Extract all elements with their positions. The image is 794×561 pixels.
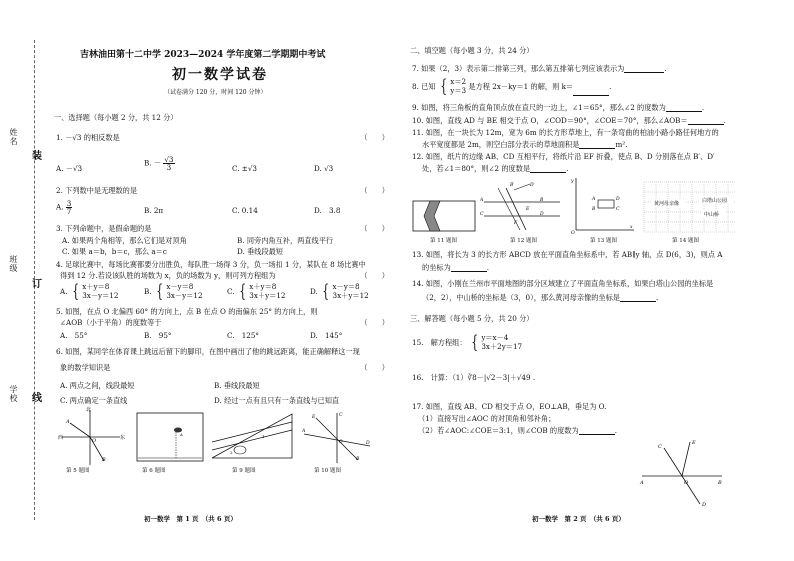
point-label-c: C [658,444,662,450]
svg-text:B: B [540,198,544,203]
q11-line1: 11. 如图，在一块长为 12m，宽为 6m 的长方形草地上，有一条弯曲的柏油小路小路任何地方的 [412,128,719,137]
svg-text:O: O [571,231,575,234]
q4-line1: 4. 足球比赛中，每场比赛都要分出胜负，每队胜一场得 3 分，负一场扣 1 分，某队在 8 场比赛中 [56,260,366,269]
exam-note: （试卷满分 120 分，时间 120 分钟） [164,89,267,96]
map-label-yellow-river-mother: 黄河母亲像 [654,201,680,207]
q1-stem: 1. －√3 的相反数是 [56,133,120,142]
q5-line1: 5. 如图，在点 O 北偏西 60° 的方向上，点 B 在点 O 的南偏东 25° 的方向上，则 [56,307,318,316]
svg-text:西: 西 [58,435,64,441]
q3-option-d: D. 垂线段最短 [237,247,284,256]
svg-text:C: C [616,207,620,212]
svg-text:O: O [339,440,343,445]
q13-line1: 13. 如图，将长为 3 的长方形 ABCD 放在平面直角坐标系中，若 AB∥y 轴，点 D(6，3)，则点 A [412,250,723,259]
q14-line1: 14. 如图，小刚在兰州市平面地图的部分区域建立了平面直角坐标系，如果白塔山公园的坐标是 [412,279,714,288]
seal-char-2: 订 [29,278,41,289]
svg-text:D: D [366,441,370,446]
exam-title: 初一数学试卷 [172,67,268,83]
figure-q13-coords [570,176,636,234]
q16-text: 16. 计算：（1）∛8－|√2－3|＋√49 . [412,373,536,382]
q6-option-b: B. 垂线段最短 [214,381,260,390]
page-left [52,0,397,561]
svg-text:A: A [480,198,484,203]
svg-text:D: D [540,212,544,217]
class-label: 班级 [9,255,18,273]
svg-text:A: A [302,429,306,434]
name-label: 姓名 [9,128,18,146]
q6-paren: （ ） [360,363,389,372]
q2-option-d: D. 3.8 [314,206,341,215]
q1-option-b: B. － $\frac{√3}{3}$ [144,155,174,173]
q5-option-d: D. 145° [310,331,343,340]
q8-text: 8. 已知 { x＝2 y＝3 是方程 2x－ky＝1 的解，则 k＝ . [412,76,612,97]
q5-option-a: A. 55° [60,331,88,340]
q17-line2: （1）直接写出∠AOC 的对顶角和邻补角； [418,414,556,423]
svg-text:F: F [514,221,518,226]
svg-text:D′: D′ [530,183,535,188]
caption-fig6: 第 6 题图 [142,468,166,474]
svg-text:C: C [339,413,343,418]
q2-option-a: A. $\frac{3}{7}$ [56,199,72,217]
q3-option-b: B. 同旁内角互补，两直线平行 [237,236,334,245]
svg-text:东: 东 [120,435,126,441]
q4-paren: （ ） [360,271,389,280]
q13-line2: 的坐标为 . [422,263,490,272]
footer-right: 初一数学 第 2 页 （共 6 页） [532,515,625,523]
q1-paren: （ ） [360,133,389,142]
q17-line3: （2）若∠AOC:∠COE＝3:1，则∠COB 的度数为 . [418,426,617,435]
caption-fig9: 第 9 题图 [232,468,256,474]
point-label-d: D [702,502,707,508]
map-label-zhongshan-bridge: 中山桥 [704,212,720,218]
q12-line2: 处，若∠1＝80°，则∠2 的度数是 . [422,164,569,173]
seal-char-3: 线 [29,392,41,403]
map-label-baita-park: 白塔山公园 [702,198,728,204]
q5-line2: ∠AOB（小于平角）的度数等于 [60,318,162,327]
svg-text:D: D [616,197,620,202]
point-label-e: E [692,440,696,446]
figure-q10-lines [302,408,372,464]
section3-heading: 三、解答题（每小题 5 分，共 20 分） [410,314,534,323]
q14-line2: （2，2），中山桥的坐标是（3，0），那么黄河母亲像的坐标是 . [422,293,659,302]
q6-line1: 6. 如图，某同学在体育课上跳远后留下的脚印，在图中画出了他的跳远距离，能正确解释这一现 [56,347,360,356]
svg-text:E: E [526,207,530,212]
point-label-b: B [718,480,722,486]
figure-q9-triangle-ruler [210,408,294,464]
q3-option-a: A. 如果两个角相等，那么它们是对顶角 [62,236,187,245]
section1-heading: 一、选择题（每小题 2 分，共 12 分） [54,113,178,122]
q2-stem-text: 2. 下列数中是无理数的是 [56,186,138,195]
q12-line1: 12. 如图，纸片的边缘 AB、CD 互相平行，将纸片沿 EF 折叠，使点 B、D 分别落在点 B′、D′ [412,152,715,161]
caption-fig11: 第 11 题图 [430,238,457,244]
q5-paren: （ ） [360,318,389,327]
q4-line2: 得到 12 分.若设该队胜的场数为 x，负的场数为 y，则可列方程组为 [60,271,276,280]
q2-option-c: C. 0.14 [232,206,258,215]
q4-option-d: D. { x－y＝8 3x＋y＝12 [310,281,369,302]
svg-text:A: A [592,197,596,202]
svg-text:A: A [180,432,183,437]
q10-text: 10. 如图，直线 AD 与 BE 相交于点 O，∠COD＝90°，∠COE＝70°，那么∠AOB＝ . [412,116,726,125]
svg-text:C: C [480,212,484,217]
caption-fig10: 第 10 题图 [314,468,341,474]
q5-option-b: B. 95° [144,331,172,340]
point-label-a: A [640,480,644,486]
svg-text:y: y [571,179,574,184]
svg-text:B: B [102,457,106,463]
svg-text:北: 北 [86,407,92,413]
caption-fig5: 第 5 题图 [66,468,90,474]
svg-text:B′: B′ [510,183,515,188]
footer-left: 初一数学 第 1 页 （共 6 页） [144,515,237,523]
q17-line1: 17. 如图，直线 AB、CD 相交于点 O，EO⊥AB，垂足为 O. [412,402,607,411]
q1-option-d: D. √3 [314,164,334,173]
caption-fig12: 第 12 题图 [510,238,537,244]
q6-option-c: C. 两点确定一条直线 [60,396,128,405]
q7-text: 7. 如果（2，3）表示第二排第三列，那么第五排第七列应该表示为 . [412,64,667,73]
figure-q11-path [412,200,476,232]
svg-text:1: 1 [262,434,265,439]
q11-line2: 水平宽度都是 2m，则空白部分表示的草地面积是 m². [422,140,628,149]
q3-option-c: C. 如果 a＝b，b＝c，那么 a＝c [62,247,167,256]
q3-stem: 3. 下列命题中，是假命题的是 [56,224,152,233]
figure-q6-footprint [136,412,204,462]
school-label: 学校 [9,385,18,403]
seal-char: 装 [29,150,41,161]
q4-option-a: A. { x＋y＝8 3x－y＝12 [60,281,119,302]
q2-option-b: B. 2π [144,206,164,215]
svg-text:E: E [312,415,316,420]
svg-text:B: B [592,207,596,212]
q3-paren: （ ） [360,224,389,233]
figure-q14-map-grid [642,180,738,234]
q1-option-a: A. －√3 [56,164,83,173]
q5-option-c: C. 125° [227,331,260,340]
q15-text: 15. 解方程组： { y＝x－4 3x＋2y＝17 [412,332,523,353]
q6-option-a: A. 两点之间，线段最短 [60,381,135,390]
q4-option-b: B. { x－y＝8 3x－y＝12 [144,281,203,302]
svg-text:2: 2 [230,450,233,455]
point-label-o: O [684,480,689,486]
q1-option-c: C. ±√3 [232,164,257,173]
figure-q5-compass [58,405,128,467]
svg-text:A: A [66,419,70,425]
binding-margin [0,0,48,561]
section2-heading: 二、填空题（每小题 3 分，共 24 分） [410,46,534,55]
q4-option-c: C. { x＋y＝8 3x＋y＝12 [227,281,286,302]
caption-fig14: 第 14 题图 [672,238,699,244]
q2-paren: （ ） [360,186,389,195]
figure-q17-lines [638,436,728,508]
caption-fig13: 第 13 题图 [590,238,617,244]
svg-text:B: B [356,457,360,462]
page-right [410,0,778,561]
svg-text:x: x [630,225,633,230]
q9-text: 9. 如图，将三角板的直角顶点放在直尺的一边上，∠1＝65°，那么∠2 的度数为 . [412,103,705,112]
q6-option-d: D. 经过一点有且只有一条直线与已知直 [214,396,340,405]
q6-line2: 象的数学知识是 [60,363,111,372]
figure-q12-fold [480,180,562,236]
school-title: 吉林油田第十二中学 2023—2024 学年度第二学期期中考试 [80,50,326,60]
svg-text:O: O [92,438,97,444]
